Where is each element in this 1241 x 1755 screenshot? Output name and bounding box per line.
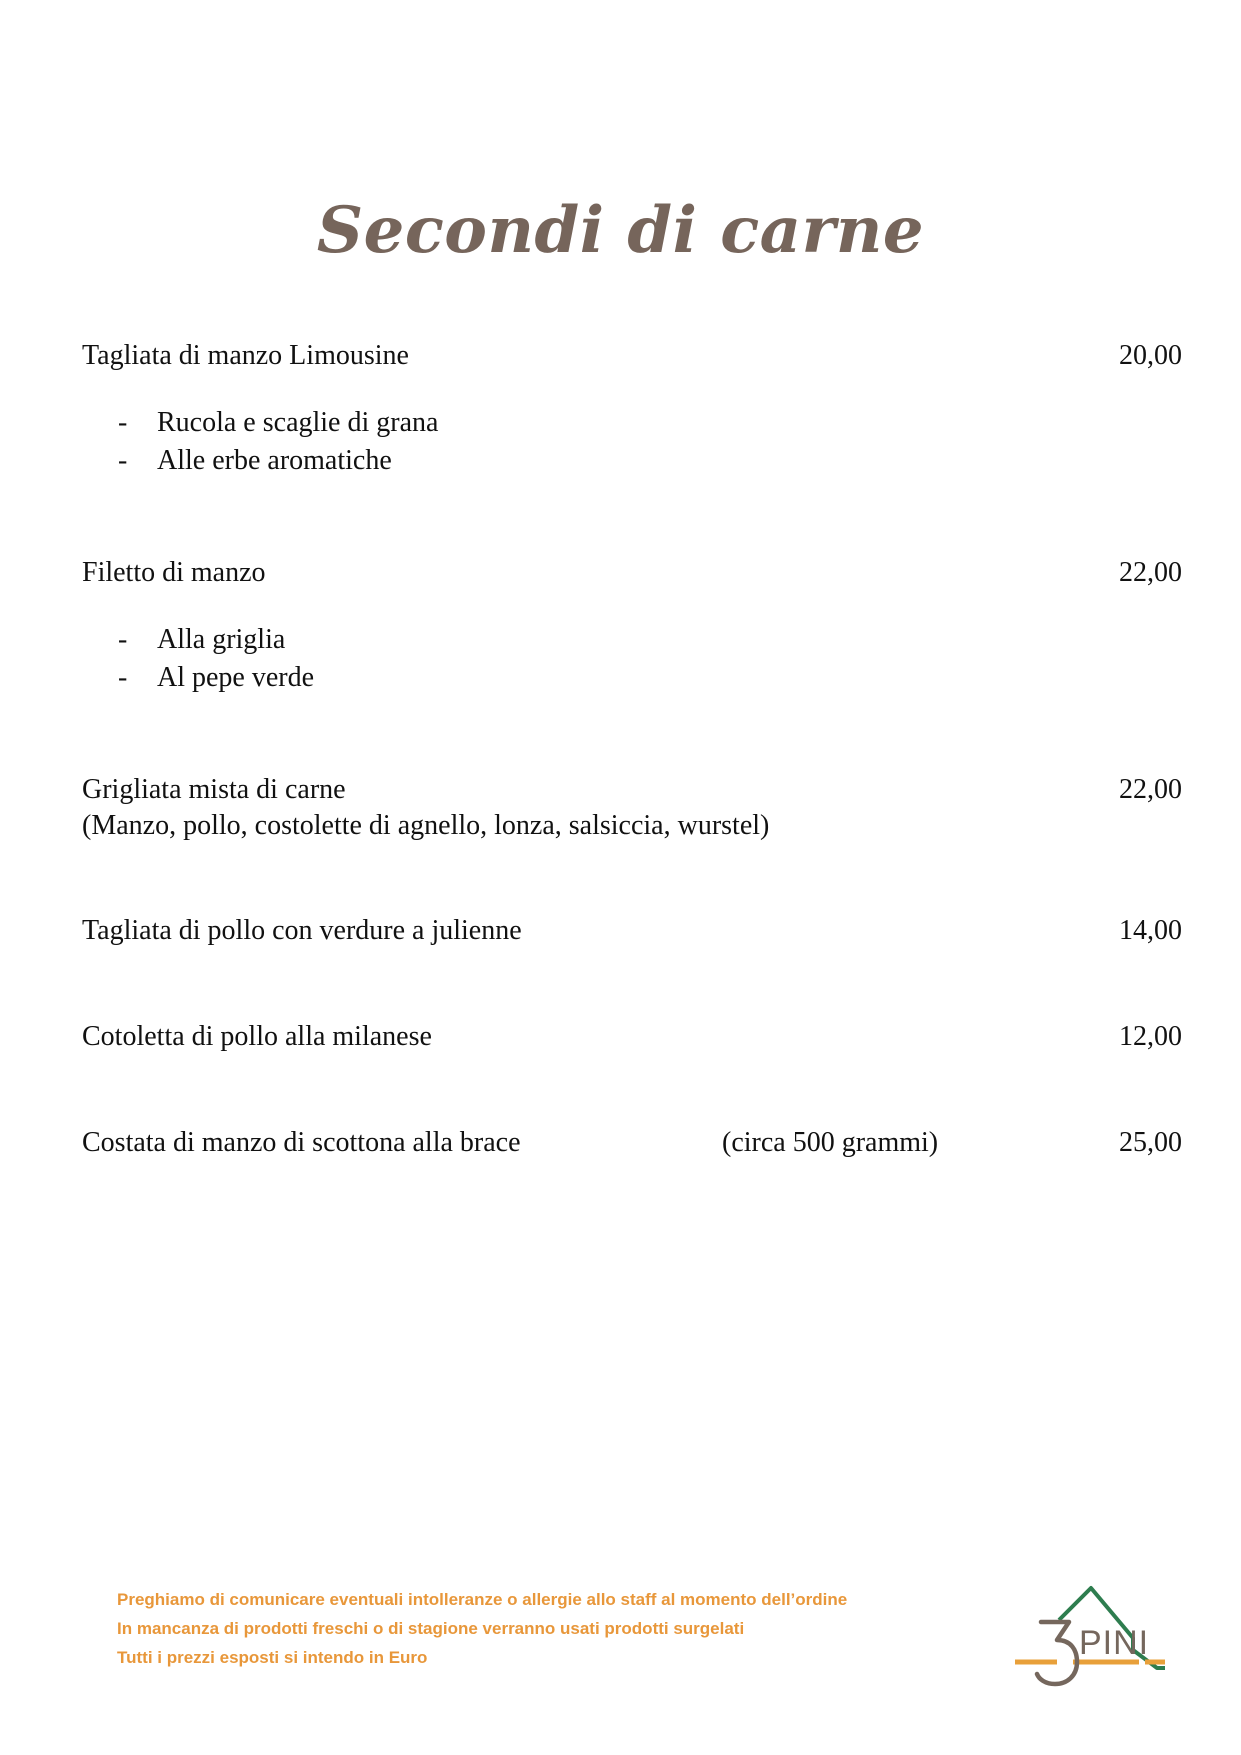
dish-description: (Manzo, pollo, costolette di agnello, lonza, salsiccia, wurstel) — [82, 810, 770, 841]
variant-item — [82, 621, 1182, 659]
variant-item — [82, 659, 1182, 697]
svg-text:PINI: PINI — [1079, 1624, 1150, 1662]
dish-name: Tagliata di pollo con verdure a julienne — [82, 915, 522, 946]
dish-price: 22,00 — [1119, 557, 1182, 588]
menu-item-header — [82, 1125, 1182, 1161]
variant-label: Rucola e scaglie di grana — [157, 407, 439, 438]
menu-item — [82, 555, 1182, 725]
variant-list — [82, 404, 1182, 480]
dash-bullet: - — [118, 445, 128, 476]
variant-label: Alla griglia — [157, 624, 286, 655]
menu-item-header — [82, 555, 1182, 591]
menu-item-header — [82, 913, 1182, 949]
dish-price: 25,00 — [1119, 1127, 1182, 1158]
dish-name: Cotoletta di pollo alla milanese — [82, 1021, 432, 1052]
page-title: Secondi di carne — [316, 192, 925, 268]
variant-list — [82, 621, 1182, 697]
allergy-note: Preghiamo di comunicare eventuali intolleranze o allergie allo staff al momento dell’ordine — [117, 1590, 848, 1609]
dish-name: Grigliata mista di carne — [82, 774, 346, 805]
variant-label: Alle erbe aromatiche — [157, 445, 392, 476]
dish-price: 20,00 — [1119, 340, 1182, 371]
dish-price: 14,00 — [1119, 915, 1182, 946]
currency-note: Tutti i prezzi esposti si intendo in Euro — [117, 1648, 428, 1667]
variant-item — [82, 442, 1182, 480]
menu-item — [82, 1125, 1182, 1161]
dash-bullet: - — [118, 407, 128, 438]
menu-item — [82, 913, 1182, 949]
variant-item — [82, 404, 1182, 442]
dish-name: Tagliata di manzo Limousine — [82, 340, 409, 371]
frozen-products-note: In mancanza di prodotti freschi o di stagione verranno usati prodotti surgelati — [117, 1619, 745, 1638]
dish-price: 22,00 — [1119, 774, 1182, 805]
menu-item-header — [82, 1019, 1182, 1055]
menu-item — [82, 338, 1182, 508]
dish-name: Filetto di manzo — [82, 557, 266, 588]
menu-item-header — [82, 338, 1182, 374]
footer-notes — [117, 1585, 847, 1672]
dash-bullet: - — [118, 662, 128, 693]
menu-item — [82, 1019, 1182, 1055]
variant-label: Al pepe verde — [157, 662, 315, 693]
dish-weight-note: (circa 500 grammi) — [722, 1127, 939, 1158]
dish-name: Costata di manzo di scottona alla brace — [82, 1127, 521, 1158]
menu-item — [82, 772, 1182, 844]
menu-item-header — [82, 772, 1182, 808]
dash-bullet: - — [118, 624, 128, 655]
3pini-logo-icon — [1015, 1578, 1175, 1688]
dish-price: 12,00 — [1119, 1021, 1182, 1052]
